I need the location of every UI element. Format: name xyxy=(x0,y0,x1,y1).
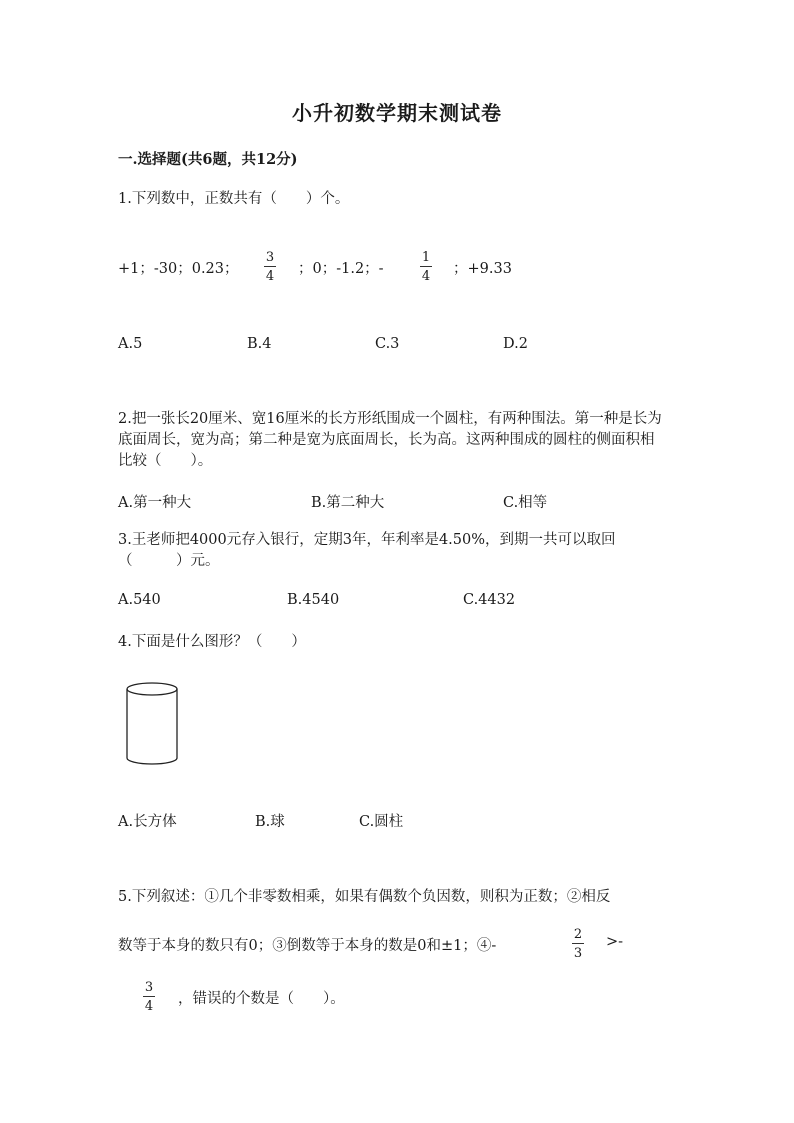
fraction-bar xyxy=(572,943,584,944)
q3-option-a[interactable]: A.540 xyxy=(118,592,161,608)
q3-option-c[interactable]: C.4432 xyxy=(463,592,516,608)
cylinder-figure xyxy=(122,680,182,768)
q4-stem: 4.下面是什么图形？（ ） xyxy=(118,634,306,650)
fraction-bar xyxy=(143,996,155,997)
fraction-bar xyxy=(420,266,432,267)
q2-option-c[interactable]: C.相等 xyxy=(503,495,548,511)
section-heading: 一.选择题(共6题，共12分) xyxy=(118,151,298,168)
fraction-numerator: 1 xyxy=(421,250,431,265)
q4-option-a[interactable]: A.长方体 xyxy=(118,814,177,830)
q5-line-2: 数等于本身的数只有0；③倒数等于本身的数是0和±1；④- xyxy=(118,938,497,954)
q1-fraction-1 xyxy=(264,250,276,284)
q1-numbers-part-c: ；+9.33 xyxy=(453,261,512,277)
fraction-denominator: 3 xyxy=(573,946,583,961)
fraction-numerator: 3 xyxy=(144,980,154,995)
fraction-denominator: 4 xyxy=(265,269,275,284)
q5-fraction-1 xyxy=(572,927,584,961)
q3-stem: 3.王老师把4000元存入银行，定期3年，年利率是4.50%，到期一共可以取回（ ）元。 xyxy=(118,532,616,569)
q3-option-b[interactable]: B.4540 xyxy=(287,592,340,608)
q1-stem: 1.下列数中，正数共有（ ）个。 xyxy=(118,191,350,207)
q4-option-c[interactable]: C.圆柱 xyxy=(359,814,404,830)
q2-option-a[interactable]: A.第一种大 xyxy=(118,495,192,511)
q1-numbers-part-b: ；0；-1.2；- xyxy=(298,261,384,277)
fraction-numerator: 2 xyxy=(573,927,583,942)
q5-line-3: ，错误的个数是（ ）。 xyxy=(178,991,345,1007)
page-title: 小升初数学期末测试卷 xyxy=(292,101,502,125)
fraction-denominator: 4 xyxy=(144,999,154,1014)
q1-option-b[interactable]: B.4 xyxy=(247,336,272,352)
q5-fraction-2 xyxy=(143,980,155,1014)
fraction-bar xyxy=(264,266,276,267)
q1-option-d[interactable]: D.2 xyxy=(503,336,528,352)
q1-option-a[interactable]: A.5 xyxy=(118,336,143,352)
q5-greater-than: >- xyxy=(606,934,624,950)
fraction-denominator: 4 xyxy=(421,269,431,284)
q2-stem: 2.把一张长20厘米、宽16厘米的长方形纸围成一个圆柱，有两种围法。第一种是长为底面周长，宽为高；第二种是宽为底面周长，长为高。这两种围成的圆柱的侧面积相比较（ ）。 xyxy=(118,411,662,469)
q2-option-b[interactable]: B.第二种大 xyxy=(311,495,385,511)
q1-fraction-2 xyxy=(420,250,432,284)
fraction-numerator: 3 xyxy=(265,250,275,265)
q1-numbers-part-a: +1；-30；0.23； xyxy=(118,261,239,277)
q4-option-b[interactable]: B.球 xyxy=(255,814,285,830)
q5-line-1: 5.下列叙述：①几个非零数相乘，如果有偶数个负因数，则积为正数；②相反 xyxy=(118,889,611,905)
q1-option-c[interactable]: C.3 xyxy=(375,336,400,352)
